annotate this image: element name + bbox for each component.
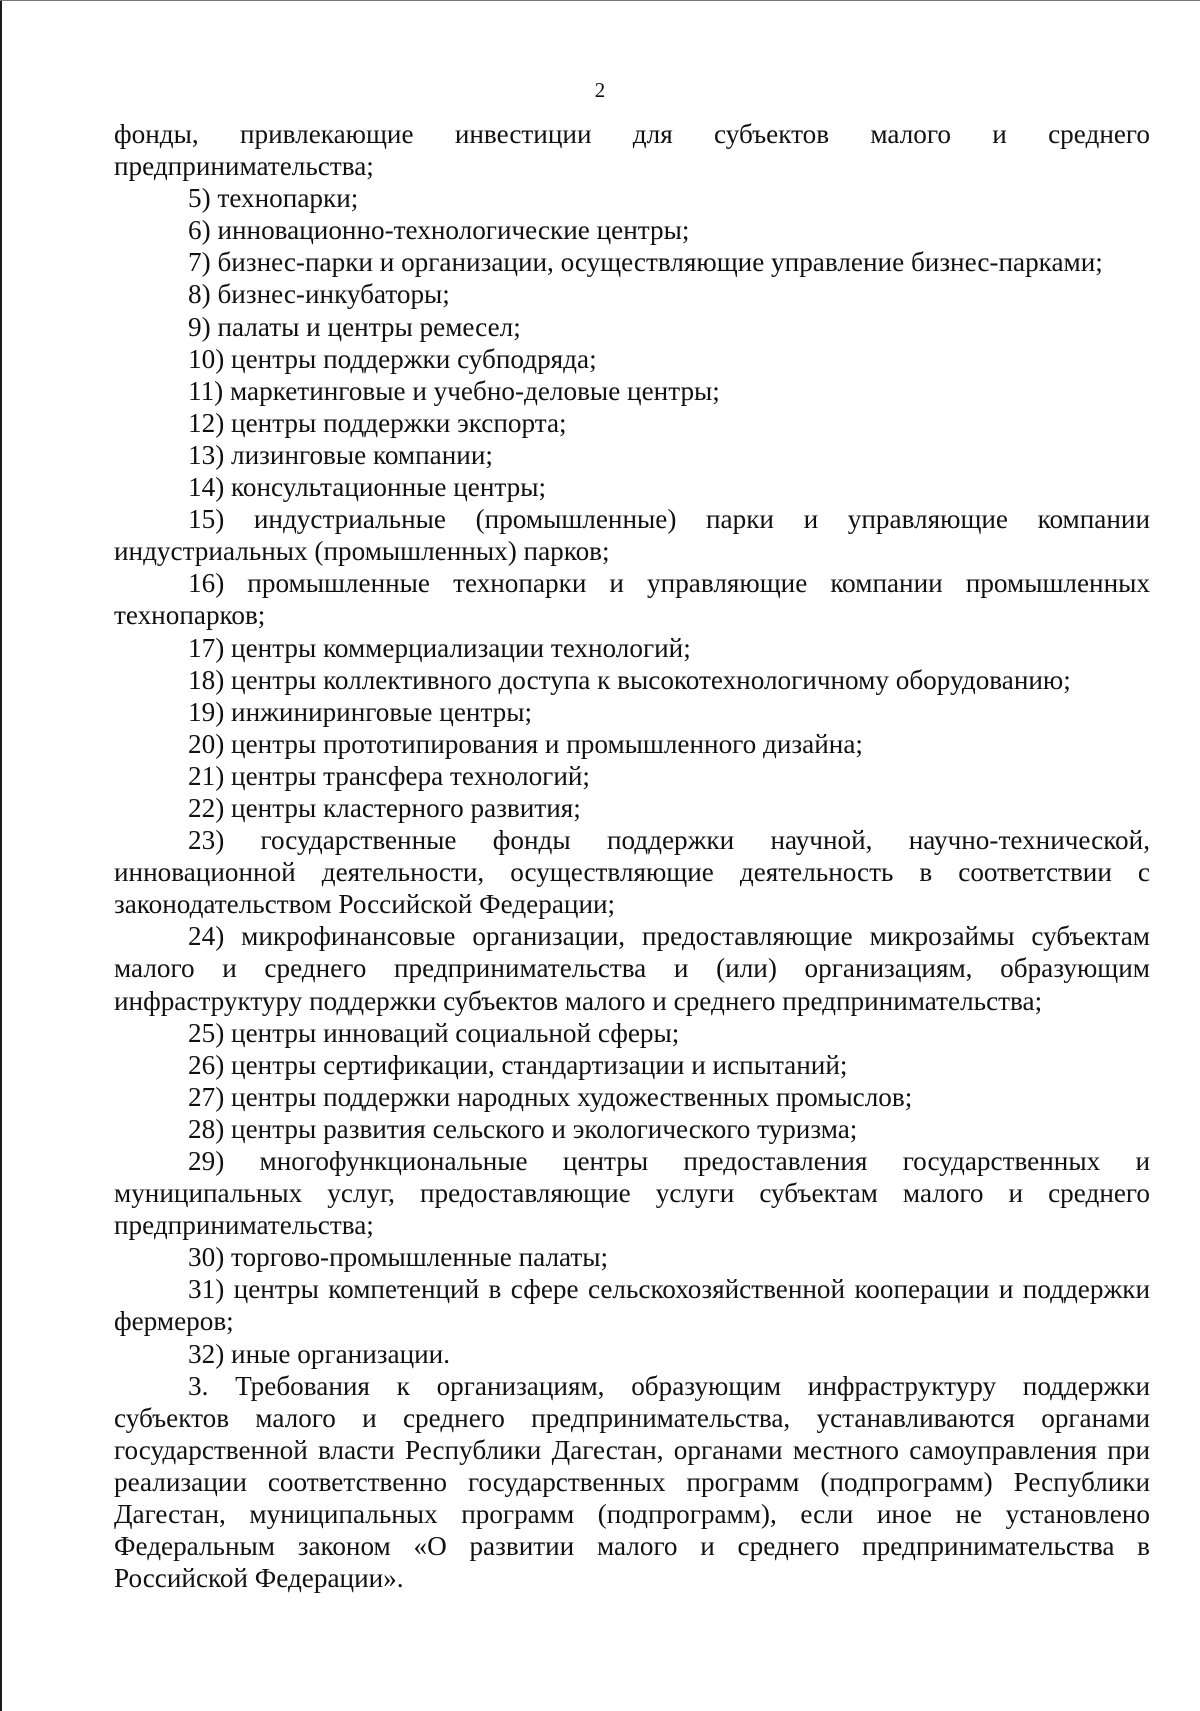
paragraph: фонды, привлекающие инвестиции для субъектов малого и среднего предпринимательства;	[114, 119, 1150, 182]
list-item-27: 27) центры поддержки народных художественных промыслов;	[188, 1081, 913, 1112]
list-item-31: 31) центры компетенций в сфере сельскохозяйственной кооперации и поддержки фермеров;	[114, 1274, 1150, 1337]
list-item-28: 28) центры развития сельского и экологического туризма;	[188, 1113, 858, 1144]
list-item-21: 21) центры трансфера технологий;	[188, 760, 590, 791]
list-item-18: 18) центры коллективного доступа к высокотехнологичному оборудованию;	[188, 664, 1071, 695]
list-item-16: 16) промышленные технопарки и управляющие компании промышленных технопарков;	[114, 568, 1150, 631]
list-item-11: 11) маркетинговые и учебно-деловые центры;	[188, 375, 720, 406]
list-item-9: 9) палаты и центры ремесел;	[188, 311, 521, 342]
list-item-29: 29) многофункциональные центры предоставления государственных и муниципальных услуг, предоставляющие услуги субъектам малого и среднего предпринимательства;	[114, 1146, 1150, 1241]
list-item-13: 13) лизинговые компании;	[188, 439, 493, 470]
list-item-6: 6) инновационно-технологические центры;	[188, 215, 690, 246]
section-3-paragraph: 3. Требования к организациям, образующим инфраструктуру поддержки субъектов малого и среднего предпринимательства, устанавливаются органами государственной власти Республики Дагестан, органами местного самоуправления при реализации соответственно государственных программ (подпрограмм) Республики Дагестан, муниципальных программ (подпрограмм), если иное не установлено Федеральным законом «О развитии малого и среднего предпринимательства в Российской Федерации».	[114, 1370, 1150, 1594]
list-item-15: 15) индустриальные (промышленные) парки и управляющие компании индустриальных (промышленных) парков;	[114, 504, 1150, 567]
list-item-19: 19) инжиниринговые центры;	[188, 696, 533, 727]
scan-top-edge	[0, 0, 1200, 1]
list-item-12: 12) центры поддержки экспорта;	[188, 407, 567, 438]
list-item-22: 22) центры кластерного развития;	[188, 792, 581, 823]
list-item-32: 32) иные организации.	[188, 1338, 451, 1369]
list-item-7: 7) бизнес-парки и организации, осуществляющие управление бизнес-парками;	[188, 247, 1103, 278]
page-number: 2	[594, 78, 606, 102]
scan-left-edge	[0, 0, 2, 1711]
list-item-5: 5) технопарки;	[188, 183, 359, 214]
list-item-20: 20) центры прототипирования и промышленного дизайна;	[188, 728, 863, 759]
list-item-10: 10) центры поддержки субподряда;	[188, 343, 597, 374]
list-item-24: 24) микрофинансовые организации, предоставляющие микрозаймы субъектам малого и среднего предпринимательства и (или) организациям, образующим инфраструктуру поддержки субъектов малого и среднего предпринимательства;	[114, 921, 1150, 1016]
list-item-8: 8) бизнес-инкубаторы;	[188, 279, 450, 310]
document-body	[114, 118, 1150, 1594]
list-item-26: 26) центры сертификации, стандартизации и испытаний;	[188, 1049, 848, 1080]
list-item-14: 14) консультационные центры;	[188, 472, 547, 503]
list-item-23: 23) государственные фонды поддержки научной, научно-технической, инновационной деятельности, осуществляющие деятельность в соответствии с законодательством Российской Федерации;	[114, 825, 1150, 920]
list-item-25: 25) центры инноваций социальной сферы;	[188, 1017, 680, 1048]
list-item-30: 30) торгово-промышленные палаты;	[188, 1242, 609, 1273]
list-item-17: 17) центры коммерциализации технологий;	[188, 632, 691, 663]
